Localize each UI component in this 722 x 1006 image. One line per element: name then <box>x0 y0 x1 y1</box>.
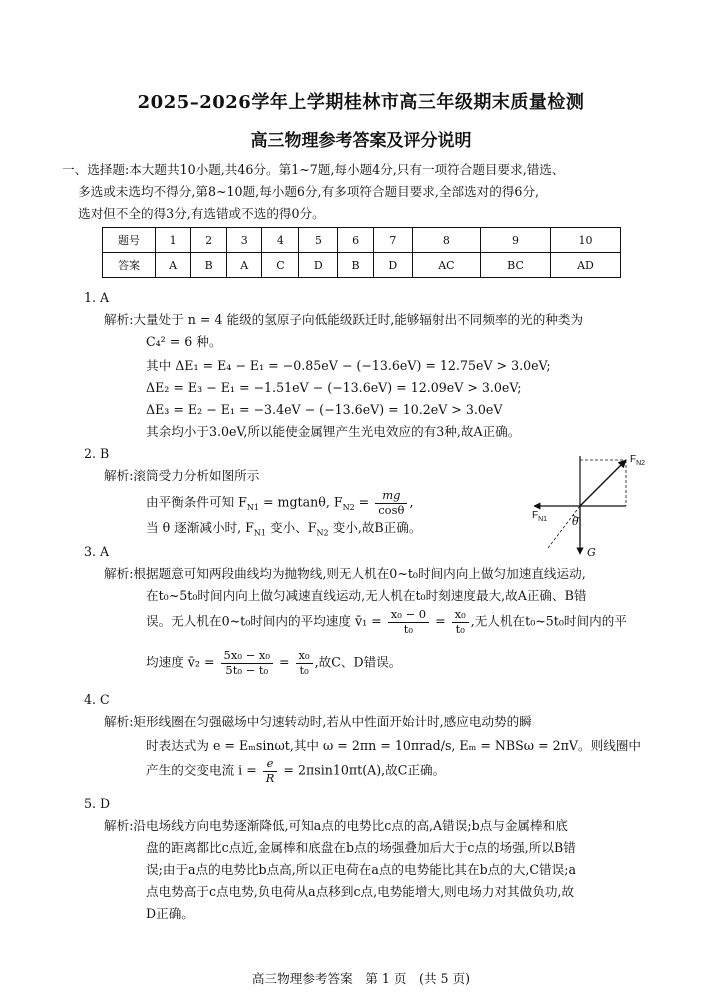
equation-text: 变小、F <box>266 520 317 535</box>
fraction-denominator: R <box>265 770 275 785</box>
subscript: N1 <box>253 528 266 538</box>
table-cell: 8 <box>412 228 480 253</box>
fraction <box>452 609 469 635</box>
fraction-numerator: x₀ <box>452 609 469 623</box>
table-cell: 题号 <box>103 228 156 253</box>
fn1-label <box>532 510 547 523</box>
equation-line <box>146 758 445 784</box>
table-cell: D <box>373 253 412 278</box>
equation-text: ,无人机在t₀~5t₀时间内的平 <box>470 613 627 629</box>
answer-table-answer-row <box>103 253 621 278</box>
fraction <box>263 758 278 784</box>
g-label: G <box>587 546 596 559</box>
equation-text: 均速度 v̄₂ = <box>146 654 219 670</box>
table-cell: C <box>262 253 299 278</box>
table-cell: 7 <box>373 228 412 253</box>
table-cell: B <box>191 253 227 278</box>
fraction <box>375 490 407 516</box>
equation-text: , <box>409 494 414 510</box>
fn2-label <box>630 454 645 467</box>
fraction-denominator: t₀ <box>403 621 414 636</box>
explanation-line: ΔE₃ = E₂ − E₁ = −3.4eV − (−13.6eV) = 10.2eV > 3.0eV <box>146 402 503 417</box>
fraction-numerator: x₀ <box>296 650 313 664</box>
question-heading: 4. C <box>84 692 110 707</box>
explanation-line: 在t₀~5t₀时间内向上做匀减速直线运动,无人机在t₀时刻速度最大,故A正确、B错 <box>146 588 587 603</box>
equation-text: 误。无人机在0~t₀时间内的平均速度 v̄₁ = <box>146 613 386 629</box>
table-cell: D <box>299 253 338 278</box>
question-heading: 2. B <box>84 446 110 461</box>
answer-table-number-row <box>103 228 621 253</box>
equation-text: = 2πsin10πt(A),故C正确。 <box>279 762 446 778</box>
question-heading: 1. A <box>84 290 110 305</box>
section-intro-line: 选对但不全的得3分,有选错或不选的得0分。 <box>78 206 325 221</box>
fraction <box>388 609 429 635</box>
table-cell: BC <box>481 253 551 278</box>
explanation-line: ΔE₂ = E₃ − E₁ = −1.51eV − (−13.6eV) = 12.09eV > 3.0eV; <box>146 380 522 395</box>
equation-line <box>146 650 401 676</box>
explanation-line: 解析:滚筒受力分析如图所示 <box>104 468 260 483</box>
table-cell: 4 <box>262 228 299 253</box>
question-heading: 3. A <box>84 544 110 559</box>
subscript: N1 <box>538 516 548 523</box>
subscript: N2 <box>636 460 646 467</box>
explanation-line: 解析:根据题意可知两段曲线均为抛物线,则无人机在0~t₀时间内向上做匀加速直线运动, <box>104 566 586 581</box>
equation-text: 当 θ 逐渐减小时, F <box>146 520 254 535</box>
table-cell: A <box>156 253 191 278</box>
table-cell: B <box>338 253 374 278</box>
fraction-denominator: t₀ <box>455 621 465 636</box>
subscript: N1 <box>246 503 259 513</box>
subscript: N2 <box>316 528 329 538</box>
fraction-denominator: cosθ <box>378 502 405 517</box>
table-cell: A <box>227 253 262 278</box>
equation-text: = <box>274 654 294 670</box>
fn2-arrow <box>580 460 626 506</box>
equation-line <box>146 490 413 516</box>
label-text: F <box>630 454 637 465</box>
table-cell: 5 <box>299 228 338 253</box>
explanation-line: 点电势高于c点电势,负电荷从a点移到c点,电势能增大,则电场力对其做负功,故 <box>146 884 575 899</box>
explanation-line: 盘的距离都比c点近,金属棒和底盘在b点的场强叠加后大于c点的场强,所以B错 <box>146 840 576 855</box>
explanation-line: 时表达式为 e = Eₘsinωt,其中 ω = 2πn = 10πrad/s, Eₘ = NBSω = 2πV。则线圈中 <box>146 738 641 753</box>
fraction-numerator: e <box>263 758 278 772</box>
table-cell: 6 <box>338 228 374 253</box>
equation-text: 产生的交变电流 i = <box>146 762 261 778</box>
explanation-line: 其余均小于3.0eV,所以能使金属锂产生光电效应的有3种,故A正确。 <box>146 424 521 439</box>
label-text: F <box>532 510 539 521</box>
fraction-denominator: t₀ <box>299 662 309 677</box>
explanation-line: 误;由于a点的电势比b点高,所以正电荷在a点的电势能比其在b点的大,C错误;a <box>146 862 576 877</box>
equation-text: = <box>431 613 450 629</box>
fraction-numerator: x₀ − 0 <box>388 609 429 623</box>
table-cell: 答案 <box>103 253 156 278</box>
fraction <box>221 650 273 676</box>
fraction-denominator: 5t₀ − t₀ <box>225 662 269 677</box>
explanation-line: D正确。 <box>146 906 194 921</box>
explanation-line: 其中 ΔE₁ = E₄ − E₁ = −0.85eV − (−13.6eV) = 12.75eV > 3.0eV; <box>146 358 551 373</box>
table-cell: 3 <box>227 228 262 253</box>
explanation-line: C₄² = 6 种。 <box>146 334 222 349</box>
table-cell: 9 <box>481 228 551 253</box>
theta-label: θ <box>572 515 579 528</box>
equation-text: 由平衡条件可知 F <box>146 494 247 510</box>
equation-text: = mgtanθ, F <box>259 494 343 510</box>
fraction-numerator: mg <box>375 490 407 504</box>
table-cell: AC <box>412 253 480 278</box>
explanation-line: 解析:大量处于 n = 4 能级的氢原子向低能级跃迁时,能够辐射出不同频率的光的种类为 <box>104 312 584 327</box>
table-cell: 1 <box>156 228 191 253</box>
question-heading: 5. D <box>84 796 111 811</box>
equation-line <box>146 609 627 635</box>
equation-text: ,故C、D错误。 <box>314 654 402 670</box>
equation-text: 变小,故B正确。 <box>328 520 422 535</box>
fraction <box>296 650 313 676</box>
table-cell: 10 <box>550 228 620 253</box>
table-cell: AD <box>550 253 620 278</box>
fraction-numerator: 5x₀ − x₀ <box>221 650 273 664</box>
document-title: 2025–2026学年上学期桂林市高三年级期末质量检测 <box>137 92 585 113</box>
page-footer: 高三物理参考答案 第 1 页 (共 5 页) <box>251 971 471 986</box>
explanation-line: 解析:沿电场线方向电势逐渐降低,可知a点的电势比c点的高,A错误;b点与金属棒和底 <box>104 818 568 833</box>
section-intro-line: 多选或未选均不得分,第8~10题,每小题6分,有多项符合题目要求,全部选对的得6分, <box>78 184 540 199</box>
section-intro-line: 一、选择题:本大题共10小题,共46分。第1~7题,每小题4分,只有一项符合题目要求,错选、 <box>62 162 565 177</box>
document-subtitle: 高三物理参考答案及评分说明 <box>250 131 472 151</box>
answer-table <box>102 227 621 278</box>
equation-text: = <box>354 494 374 510</box>
subscript: N2 <box>342 503 355 513</box>
explanation-line: 解析:矩形线圈在匀强磁场中匀速转动时,若从中性面开始计时,感应电动势的瞬 <box>104 714 532 729</box>
table-cell: 2 <box>191 228 227 253</box>
explanation-line <box>146 522 421 538</box>
